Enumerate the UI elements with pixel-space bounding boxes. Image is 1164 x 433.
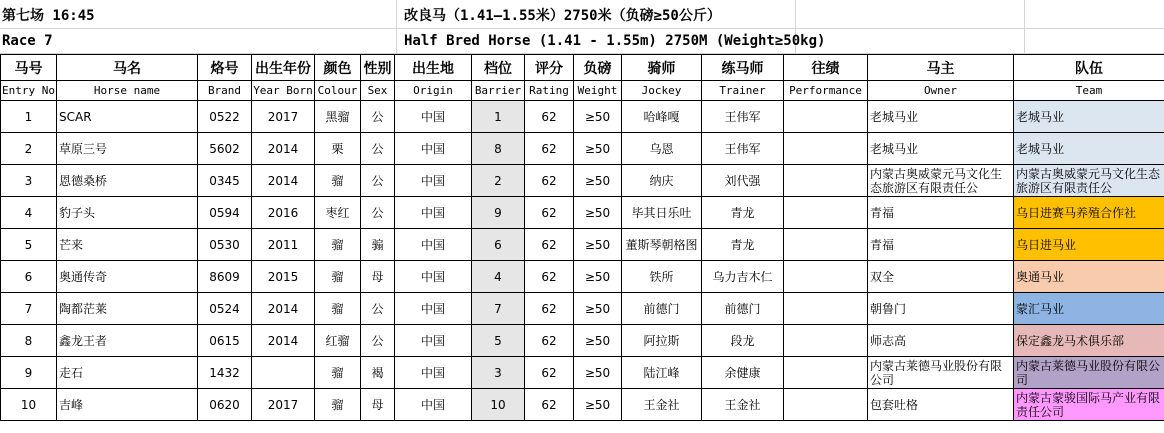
cell-sex: 骟 xyxy=(361,229,395,261)
cell-colour: 骝 xyxy=(315,357,361,389)
cell-no: 9 xyxy=(1,357,57,389)
cell-jockey: 乌恩 xyxy=(622,133,702,165)
cell-name: 奥通传奇 xyxy=(57,261,198,293)
col-header-cn-brand: 烙号 xyxy=(198,55,252,81)
cell-year: 2017 xyxy=(252,101,315,133)
table-row xyxy=(1,325,1164,357)
col-header-en-name: Horse name xyxy=(57,81,198,101)
cell-brand: 0522 xyxy=(198,101,252,133)
cell-trainer: 王伟军 xyxy=(702,101,784,133)
cell-colour: 栗 xyxy=(315,133,361,165)
entries-table xyxy=(0,54,1164,421)
col-header-cn-performance: 往绩 xyxy=(784,55,868,81)
cell-origin: 中国 xyxy=(395,229,472,261)
cell-performance xyxy=(784,293,868,325)
header-row-cn xyxy=(1,55,1164,81)
cell-barrier: 3 xyxy=(472,357,525,389)
col-header-en-brand: Brand xyxy=(198,81,252,101)
cell-name: 鑫龙王者 xyxy=(57,325,198,357)
table-row xyxy=(1,293,1164,325)
cell-weight: ≥50 xyxy=(574,325,622,357)
cell-barrier: 5 xyxy=(472,325,525,357)
cell-rating: 62 xyxy=(525,293,574,325)
cell-jockey: 前德门 xyxy=(622,293,702,325)
cell-owner: 青福 xyxy=(868,197,1014,229)
race-title-en: Half Bred Horse (1.41 - 1.55m) 2750M (Weight≥50kg) xyxy=(404,33,826,49)
cell-sex: 褐 xyxy=(361,357,395,389)
cell-year: 2015 xyxy=(252,261,315,293)
cell-jockey: 王金社 xyxy=(622,389,702,421)
race-title-row-en xyxy=(0,31,1164,51)
cell-sex: 母 xyxy=(361,261,395,293)
cell-origin: 中国 xyxy=(395,389,472,421)
cell-team: 老城马业 xyxy=(1014,101,1164,133)
table-row xyxy=(1,165,1164,197)
cell-barrier: 6 xyxy=(472,229,525,261)
cell-trainer: 前德门 xyxy=(702,293,784,325)
cell-year: 2017 xyxy=(252,389,315,421)
cell-colour: 骝 xyxy=(315,293,361,325)
cell-barrier: 4 xyxy=(472,261,525,293)
cell-performance xyxy=(784,357,868,389)
cell-team: 内蒙古奥威蒙元马文化生态旅游区有限责任公 xyxy=(1014,165,1164,197)
cell-weight: ≥50 xyxy=(574,293,622,325)
cell-name: 恩德桑桥 xyxy=(57,165,198,197)
cell-owner: 青福 xyxy=(868,229,1014,261)
cell-rating: 62 xyxy=(525,229,574,261)
cell-rating: 62 xyxy=(525,133,574,165)
cell-origin: 中国 xyxy=(395,197,472,229)
col-header-cn-origin: 出生地 xyxy=(395,55,472,81)
cell-owner: 师志高 xyxy=(868,325,1014,357)
race-title-row-cn xyxy=(0,6,1164,26)
col-header-en-barrier: Barrier xyxy=(472,81,525,101)
col-header-en-owner: Owner xyxy=(868,81,1014,101)
cell-barrier: 10 xyxy=(472,389,525,421)
cell-barrier: 8 xyxy=(472,133,525,165)
cell-name: SCAR xyxy=(57,101,198,133)
cell-brand: 0594 xyxy=(198,197,252,229)
cell-performance xyxy=(784,133,868,165)
cell-name: 草原三号 xyxy=(57,133,198,165)
cell-performance xyxy=(784,229,868,261)
cell-origin: 中国 xyxy=(395,325,472,357)
cell-weight: ≥50 xyxy=(574,165,622,197)
col-header-cn-team: 队伍 xyxy=(1014,55,1164,81)
cell-sex: 公 xyxy=(361,133,395,165)
cell-jockey: 阿拉斯 xyxy=(622,325,702,357)
cell-sex: 公 xyxy=(361,197,395,229)
cell-origin: 中国 xyxy=(395,165,472,197)
col-header-cn-jockey: 骑师 xyxy=(622,55,702,81)
cell-rating: 62 xyxy=(525,165,574,197)
cell-weight: ≥50 xyxy=(574,389,622,421)
header-row-en xyxy=(1,81,1164,101)
col-header-en-weight: Weight xyxy=(574,81,622,101)
col-header-cn-barrier: 档位 xyxy=(472,55,525,81)
cell-jockey: 董斯琴朝格图 xyxy=(622,229,702,261)
cell-performance xyxy=(784,261,868,293)
cell-origin: 中国 xyxy=(395,357,472,389)
cell-name: 豹子头 xyxy=(57,197,198,229)
race-number-en: Race 7 xyxy=(2,33,53,49)
cell-trainer: 段龙 xyxy=(702,325,784,357)
cell-barrier: 2 xyxy=(472,165,525,197)
col-header-en-jockey: Jockey xyxy=(622,81,702,101)
cell-brand: 1432 xyxy=(198,357,252,389)
cell-origin: 中国 xyxy=(395,261,472,293)
cell-jockey: 纳庆 xyxy=(622,165,702,197)
cell-weight: ≥50 xyxy=(574,101,622,133)
cell-year: 2014 xyxy=(252,293,315,325)
col-header-cn-rating: 评分 xyxy=(525,55,574,81)
col-header-en-year: Year Born xyxy=(252,81,315,101)
cell-trainer: 乌力吉木仁 xyxy=(702,261,784,293)
cell-brand: 8609 xyxy=(198,261,252,293)
cell-sex: 公 xyxy=(361,165,395,197)
col-header-cn-sex: 性别 xyxy=(361,55,395,81)
cell-team: 内蒙古莱德马业股份有限公司 xyxy=(1014,357,1164,389)
cell-performance xyxy=(784,165,868,197)
cell-sex: 公 xyxy=(361,101,395,133)
table-row xyxy=(1,261,1164,293)
race-number-time: 第七场 16:45 xyxy=(2,8,95,24)
cell-jockey: 毕其日乐吐 xyxy=(622,197,702,229)
cell-jockey: 铁所 xyxy=(622,261,702,293)
cell-no: 2 xyxy=(1,133,57,165)
table-row xyxy=(1,389,1164,421)
cell-performance xyxy=(784,325,868,357)
cell-rating: 62 xyxy=(525,357,574,389)
cell-origin: 中国 xyxy=(395,133,472,165)
cell-no: 8 xyxy=(1,325,57,357)
col-header-en-team: Team xyxy=(1014,81,1164,101)
col-header-cn-name: 马名 xyxy=(57,55,198,81)
cell-trainer: 刘代强 xyxy=(702,165,784,197)
cell-performance xyxy=(784,197,868,229)
cell-year: 2014 xyxy=(252,325,315,357)
cell-owner: 内蒙古奥威蒙元马文化生态旅游区有限责任公 xyxy=(868,165,1014,197)
cell-team: 内蒙古蒙骏国际马产业有限责任公司 xyxy=(1014,389,1164,421)
cell-performance xyxy=(784,389,868,421)
cell-sex: 公 xyxy=(361,293,395,325)
cell-owner: 老城马业 xyxy=(868,101,1014,133)
col-header-en-no: Entry No xyxy=(1,81,57,101)
cell-brand: 0345 xyxy=(198,165,252,197)
cell-name: 走石 xyxy=(57,357,198,389)
col-header-en-origin: Origin xyxy=(395,81,472,101)
cell-origin: 中国 xyxy=(395,101,472,133)
race-title-cn: 改良马（1.41—1.55米）2750米（负磅≥50公斤） xyxy=(404,8,721,24)
cell-weight: ≥50 xyxy=(574,133,622,165)
cell-team: 老城马业 xyxy=(1014,133,1164,165)
cell-brand: 0530 xyxy=(198,229,252,261)
cell-name: 吉峰 xyxy=(57,389,198,421)
cell-jockey: 陆江峰 xyxy=(622,357,702,389)
table-row xyxy=(1,357,1164,389)
cell-trainer: 王伟军 xyxy=(702,133,784,165)
cell-brand: 5602 xyxy=(198,133,252,165)
cell-barrier: 7 xyxy=(472,293,525,325)
col-header-cn-year: 出生年份 xyxy=(252,55,315,81)
cell-barrier: 1 xyxy=(472,101,525,133)
cell-weight: ≥50 xyxy=(574,357,622,389)
cell-sex: 公 xyxy=(361,325,395,357)
cell-origin: 中国 xyxy=(395,293,472,325)
cell-colour: 红骝 xyxy=(315,325,361,357)
cell-year: 2014 xyxy=(252,165,315,197)
cell-weight: ≥50 xyxy=(574,261,622,293)
cell-team: 乌日进赛马养殖合作社 xyxy=(1014,197,1164,229)
cell-trainer: 青龙 xyxy=(702,229,784,261)
cell-sex: 母 xyxy=(361,389,395,421)
cell-team: 蒙汇马业 xyxy=(1014,293,1164,325)
cell-name: 芒来 xyxy=(57,229,198,261)
cell-trainer: 青龙 xyxy=(702,197,784,229)
col-header-en-trainer: Trainer xyxy=(702,81,784,101)
cell-year: 2016 xyxy=(252,197,315,229)
cell-trainer: 余健康 xyxy=(702,357,784,389)
col-header-cn-no: 马号 xyxy=(1,55,57,81)
col-header-en-rating: Rating xyxy=(525,81,574,101)
cell-name: 陶都茫莱 xyxy=(57,293,198,325)
cell-owner: 朝鲁门 xyxy=(868,293,1014,325)
cell-rating: 62 xyxy=(525,101,574,133)
cell-performance xyxy=(784,101,868,133)
cell-no: 1 xyxy=(1,101,57,133)
cell-no: 3 xyxy=(1,165,57,197)
cell-brand: 0620 xyxy=(198,389,252,421)
cell-owner: 内蒙古莱德马业股份有限公司 xyxy=(868,357,1014,389)
col-header-cn-colour: 颜色 xyxy=(315,55,361,81)
table-row xyxy=(1,229,1164,261)
cell-rating: 62 xyxy=(525,389,574,421)
cell-year: 2011 xyxy=(252,229,315,261)
cell-no: 7 xyxy=(1,293,57,325)
col-header-cn-weight: 负磅 xyxy=(574,55,622,81)
cell-year: 2014 xyxy=(252,133,315,165)
cell-trainer: 王金社 xyxy=(702,389,784,421)
col-header-en-performance: Performance xyxy=(784,81,868,101)
table-row xyxy=(1,197,1164,229)
cell-brand: 0615 xyxy=(198,325,252,357)
cell-owner: 双全 xyxy=(868,261,1014,293)
cell-colour: 骝 xyxy=(315,229,361,261)
table-row xyxy=(1,133,1164,165)
cell-rating: 62 xyxy=(525,325,574,357)
cell-jockey: 哈峰嘎 xyxy=(622,101,702,133)
cell-colour: 枣红 xyxy=(315,197,361,229)
cell-owner: 包套吐格 xyxy=(868,389,1014,421)
table-row xyxy=(1,101,1164,133)
cell-rating: 62 xyxy=(525,197,574,229)
cell-no: 5 xyxy=(1,229,57,261)
cell-no: 4 xyxy=(1,197,57,229)
cell-colour: 黑骝 xyxy=(315,101,361,133)
cell-team: 保定鑫龙马术俱乐部 xyxy=(1014,325,1164,357)
cell-team: 乌日进马业 xyxy=(1014,229,1164,261)
cell-brand: 0524 xyxy=(198,293,252,325)
col-header-cn-owner: 马主 xyxy=(868,55,1014,81)
cell-no: 6 xyxy=(1,261,57,293)
cell-team: 奥通马业 xyxy=(1014,261,1164,293)
cell-barrier: 9 xyxy=(472,197,525,229)
cell-colour: 骝 xyxy=(315,261,361,293)
col-header-cn-trainer: 练马师 xyxy=(702,55,784,81)
cell-weight: ≥50 xyxy=(574,197,622,229)
cell-colour: 骝 xyxy=(315,389,361,421)
col-header-en-sex: Sex xyxy=(361,81,395,101)
cell-rating: 62 xyxy=(525,261,574,293)
cell-no: 10 xyxy=(1,389,57,421)
cell-colour: 骝 xyxy=(315,165,361,197)
cell-year xyxy=(252,357,315,389)
cell-owner: 老城马业 xyxy=(868,133,1014,165)
cell-weight: ≥50 xyxy=(574,229,622,261)
col-header-en-colour: Colour xyxy=(315,81,361,101)
